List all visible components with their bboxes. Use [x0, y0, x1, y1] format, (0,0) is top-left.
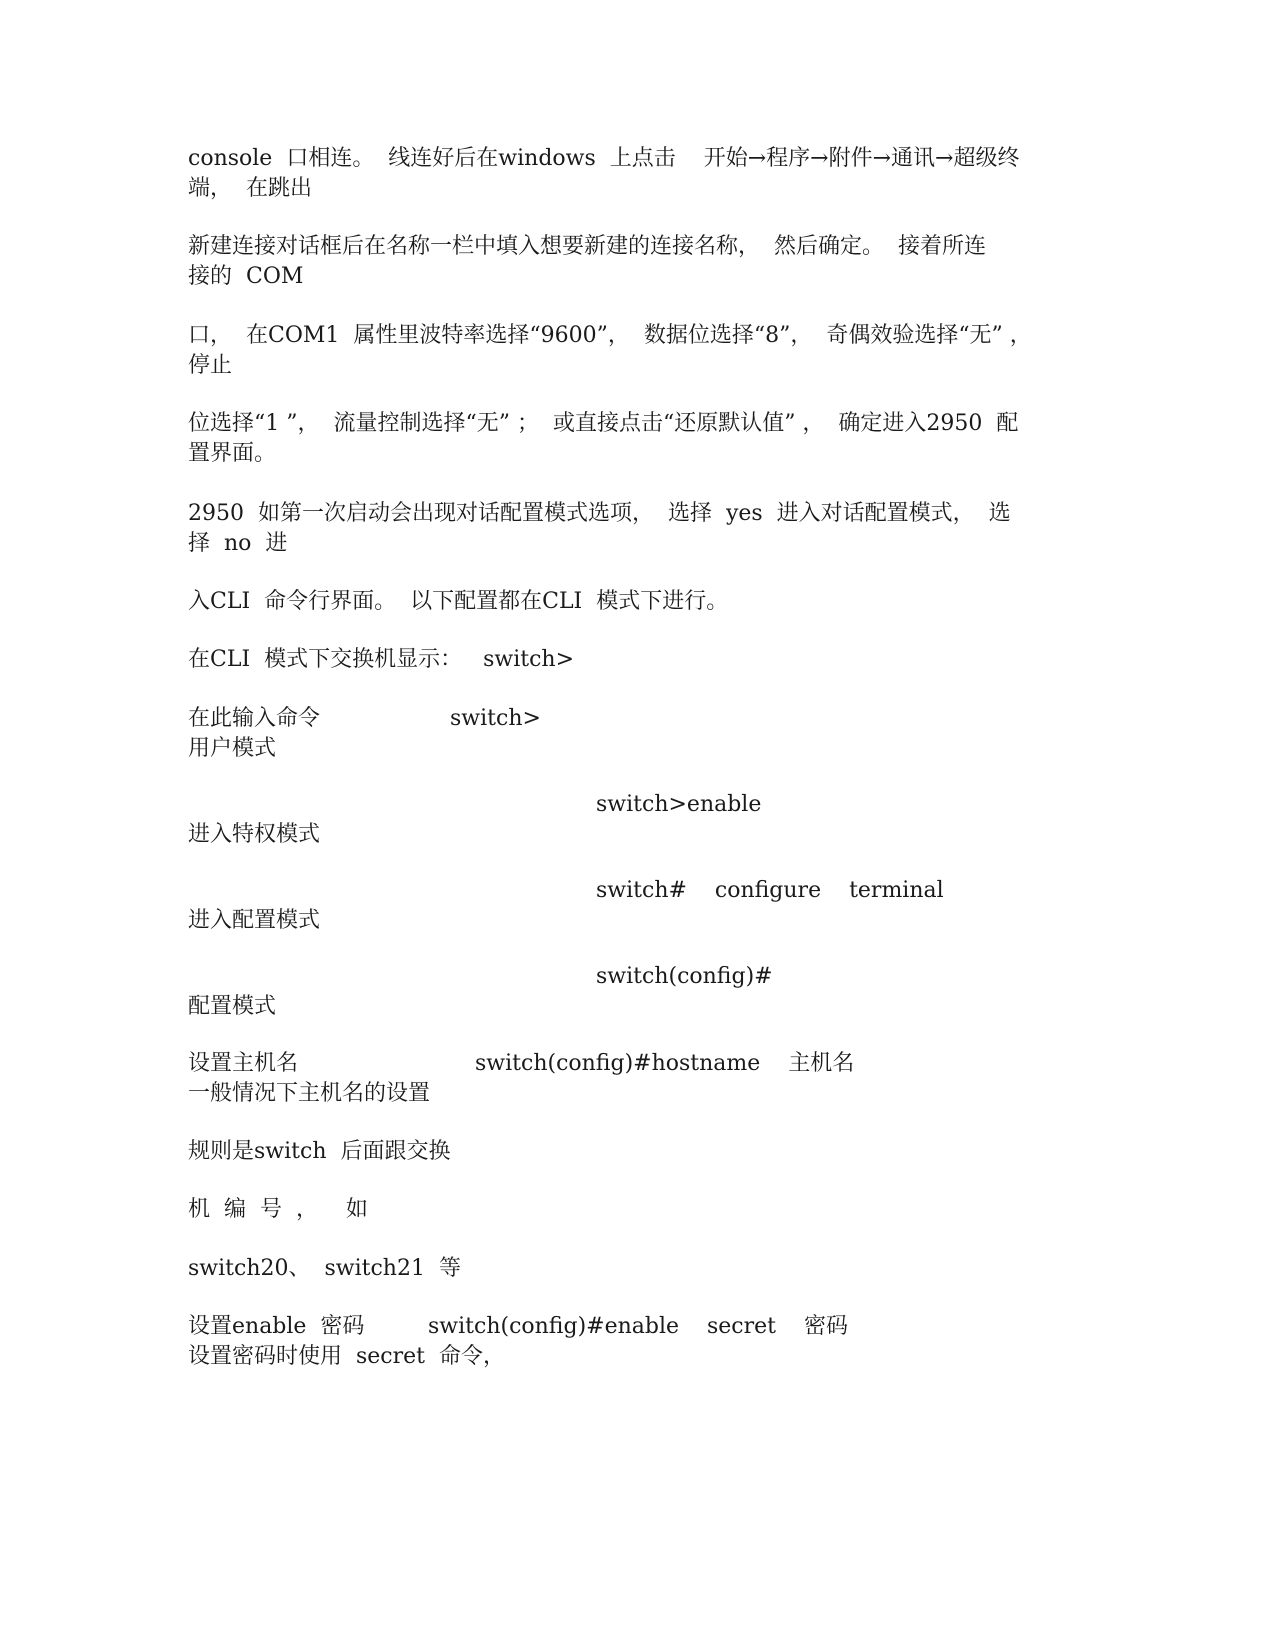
- command-5-desc: 一般情况下主机名的设置: [188, 1081, 431, 1106]
- command-1-cmd: switch>: [450, 706, 541, 731]
- command-5-label: 设置主机名: [188, 1051, 299, 1076]
- paragraph-5-line-2: 择 no 进: [188, 531, 288, 556]
- paragraph-4-line-2: 置界面。: [188, 441, 277, 466]
- command-4-cmd: switch(config)#: [596, 964, 773, 989]
- command-5-cmd: switch(config)#hostname 主机名: [475, 1051, 855, 1076]
- paragraph-7: 在CLI 模式下交换机显示： switch>: [188, 647, 575, 672]
- command-3-cmd: switch# configure terminal: [596, 878, 944, 903]
- paragraph-4-line-1: 位选择“1 ”， 流量控制选择“无” ； 或直接点击“还原默认值” ， 确定进入2950 配: [188, 411, 1019, 436]
- paragraph-1-line-1: console 口相连。 线连好后在windows 上点击 开始→程序→附件→通讯→超级终: [188, 146, 1020, 171]
- paragraph-1-line-2: 端， 在跳出: [188, 176, 312, 201]
- command-4-desc: 配置模式: [188, 994, 277, 1019]
- enable-secret-cmd: switch(config)#enable secret 密码: [428, 1314, 848, 1339]
- paragraph-3-line-2: 停止: [188, 353, 233, 378]
- paragraph-3-line-1: 口， 在COM1 属性里波特率选择“9600”， 数据位选择“8”， 奇偶效验选择“无” ，: [188, 323, 1032, 348]
- paragraph-5-line-1: 2950 如第一次启动会出现对话配置模式选项， 选择 yes 进入对话配置模式， 选: [188, 501, 1011, 526]
- command-1-label: 在此输入命令: [188, 706, 321, 731]
- paragraph-2-line-2: 接的 COM: [188, 264, 304, 289]
- command-3-desc: 进入配置模式: [188, 908, 321, 933]
- paragraph-2-line-1: 新建连接对话框后在名称一栏中填入想要新建的连接名称， 然后确定。 接着所连: [188, 234, 986, 259]
- note-line-2: 机 编 号 ， 如: [188, 1197, 368, 1222]
- note-line-3: switch20、 switch21 等: [188, 1256, 461, 1281]
- command-1-desc: 用户模式: [188, 736, 277, 761]
- command-2-cmd: switch>enable: [596, 792, 762, 817]
- enable-secret-desc: 设置密码时使用 secret 命令，: [188, 1344, 505, 1369]
- paragraph-6: 入CLI 命令行界面。 以下配置都在CLI 模式下进行。: [188, 589, 729, 614]
- command-2-desc: 进入特权模式: [188, 822, 321, 847]
- enable-secret-label: 设置enable 密码: [188, 1314, 365, 1339]
- note-line-1: 规则是switch 后面跟交换: [188, 1139, 451, 1164]
